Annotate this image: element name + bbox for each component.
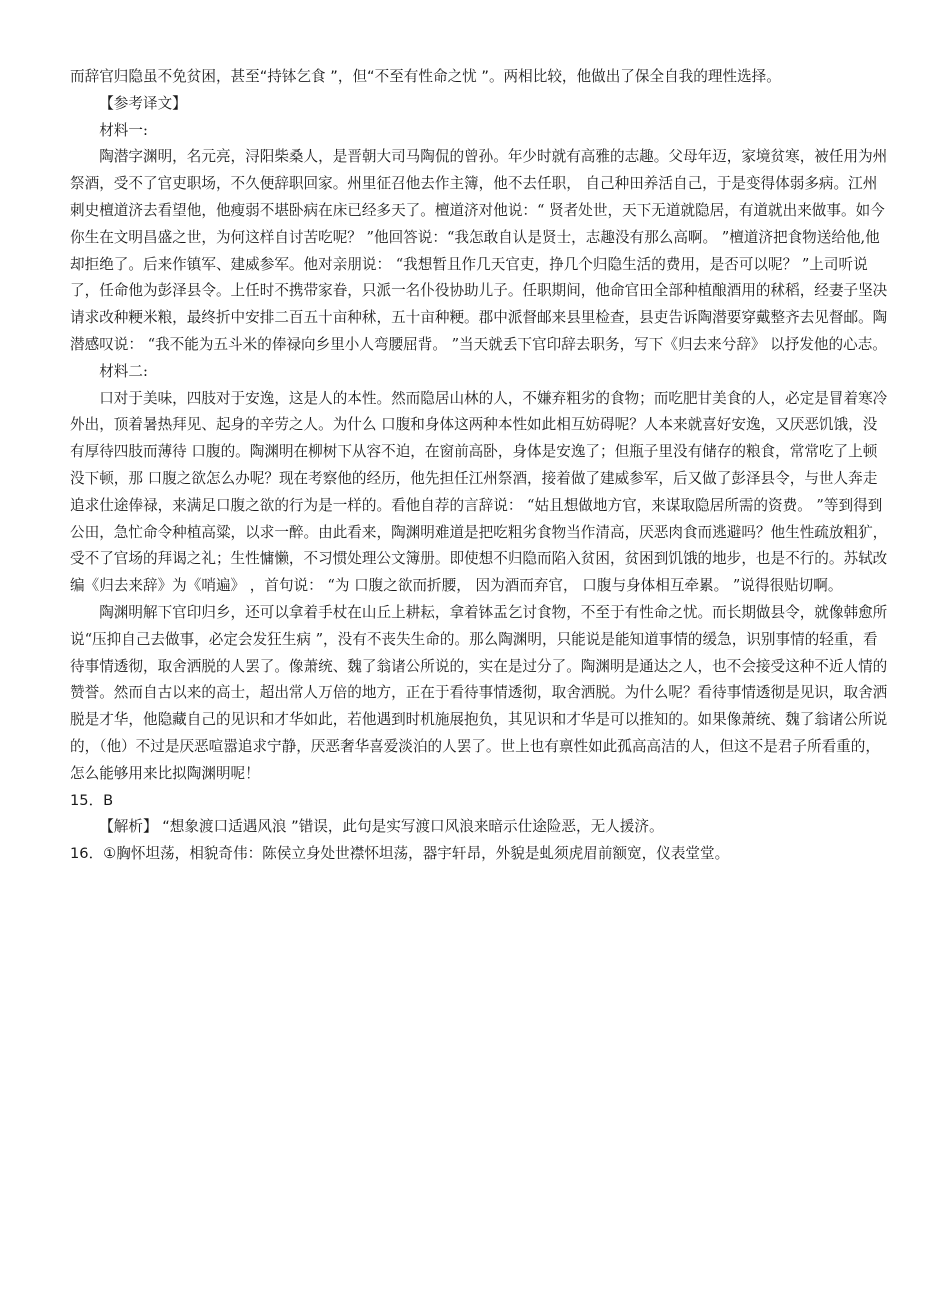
intro-paragraph: 而辞官归隐虽不免贫困，甚至“持钵乞食 ”，但“不至有性命之忧 ”。两相比较，他做出了保全自我的理性选择。 xyxy=(70,68,781,85)
translation-heading: 【参考译文】 xyxy=(99,94,187,112)
question-15-answer: 15．B xyxy=(70,791,114,809)
material2-label: 材料二: xyxy=(99,362,148,380)
question-15-analysis: 【解析】 “想象渡口适遇风浪 ”错误，此句是实写渡口风浪来暗示仕途险恶，无人援济。 xyxy=(99,818,664,836)
material2-paragraph-1: 口对于美味，四肢对于安逸，这是人的本性。然而隐居山林的人，不嫌弃粗劣的食物；而吃肥甘美食的人，必定是冒着寒冷外出，顶着暑热拜见、起身的辛劳之人。为什么 口腹和身体这两种本性如此相互妨碍呢？人本来就喜好安逸，又厌恶饥饿，没有厚待四肢而薄待 口腹的。陶渊明在柳树下从容不迫，在窗前高卧，身体是安逸了；但瓶子里没有储存的粮食，常常吃了上顿没下顿，那 口腹之欲怎么办呢？现在考察他的经历，他先担任江州祭酒，接着做了建威参军，后又做了彭泽县令，与世人奔走追求仕途俸禄，来满足口腹之欲的行为是一样的。看他自荐的言辞说： “姑且想做地方官，来谋取隐居所需的资费。 ”等到得到公田，急忙命令种植高粱，以求一醉。由此看来，陶渊明难道是把吃粗劣食物当作清高，厌恶肉食而逃避吗？他生性疏放粗犷，受不了官场的拜谒之礼；生性慵懒，不习惯处理公文簿册。即使想不归隐而陷入贫困，贫困到饥饿的地步，也是不行的。苏轼改编《归去来辞》为《哨遍》 ，首句说： “为 口腹之欲而折腰， 因为酒而弃官， 口腹与身体相互牵累。 ”说得很贴切啊。 xyxy=(70,389,888,595)
material1-label: 材料一: xyxy=(99,121,148,139)
material1-text: 陶潜字渊明，名元亮，浔阳柴桑人，是晋朝大司马陶侃的曾孙。年少时就有高雅的志趣。父母年迈，家境贫寒，被任用为州祭酒，受不了官吏职场，不久便辞职回家。州里征召他去作主簿，他不去任职， 自己种田养活自己，于是变得体弱多病。江州刺史檀道济去看望他，他瘦弱不堪卧病在床已经多天了。檀道济对他说：“ 贤者处世，天下无道就隐居，有道就出来做事。如今你生在文明昌盛之世，为何这样自讨苦吃呢？ ”他回答说：“我怎敢自认是贤士，志趣没有那么高啊。 ”檀道济把食物送给他,他却拒绝了。后来作镇军、建威参军。他对亲朋说： “我想暂且作几天官吏，挣几个归隐生活的费用，是否可以呢？ ”上司听说了，任命他为彭泽县令。上任时不携带家眷，只派一名仆役协助儿子。任职期间，他命官田全部种植酿酒用的秫稻，经妻子坚决请求改种粳米粮，最终折中安排二百五十亩种秫，五十亩种粳。郡中派督邮来县里检查，县吏告诉陶潜要穿戴整齐去见督邮。陶潜感叹说： “我不能为五斗米的俸禄向乡里小人弯腰屈背。 ”当天就丢下官印辞去职务，写下《归去来兮辞》 以抒发他的心志。 xyxy=(70,148,888,353)
question-16-answer: 16．①胸怀坦荡，相貌奇伟：陈侯立身处世襟怀坦荡，器宇轩昂，外貌是虬须虎眉前额宽，仪表堂堂。 xyxy=(70,845,730,863)
material2-paragraph-2: 陶渊明解下官印归乡，还可以拿着手杖在山丘上耕耘，拿着钵盂乞讨食物，不至于有性命之忧。而长期做县令，就像韩愈所说“压抑自己去做事，必定会发狂生病 ”，没有不丧失生命的。那么陶渊明，只能说是能知道事情的缓急，识别事情的轻重，看待事情透彻，取舍洒脱的人罢了。像萧统、魏了翁诸公所说的，实在是过分了。陶渊明是通达之人，也不会接受这种不近人情的赞誉。然而自古以来的高士，超出常人万倍的地方，正在于看待事情透彻，取舍洒脱。为什么呢？看待事情透彻是见识，取舍洒脱是才华，他隐藏自己的见识和才华如此，若他遇到时机施展抱负，其见识和才华是可以推知的。如果像萧统、魏了翁诸公所说的，（他）不过是厌恶喧嚣追求宁静，厌恶奢华喜爱淡泊的人罢了。世上也有禀性如此孤高高洁的人，但这不是君子所看重的，怎么能够用来比拟陶渊明呢！ xyxy=(70,603,888,782)
